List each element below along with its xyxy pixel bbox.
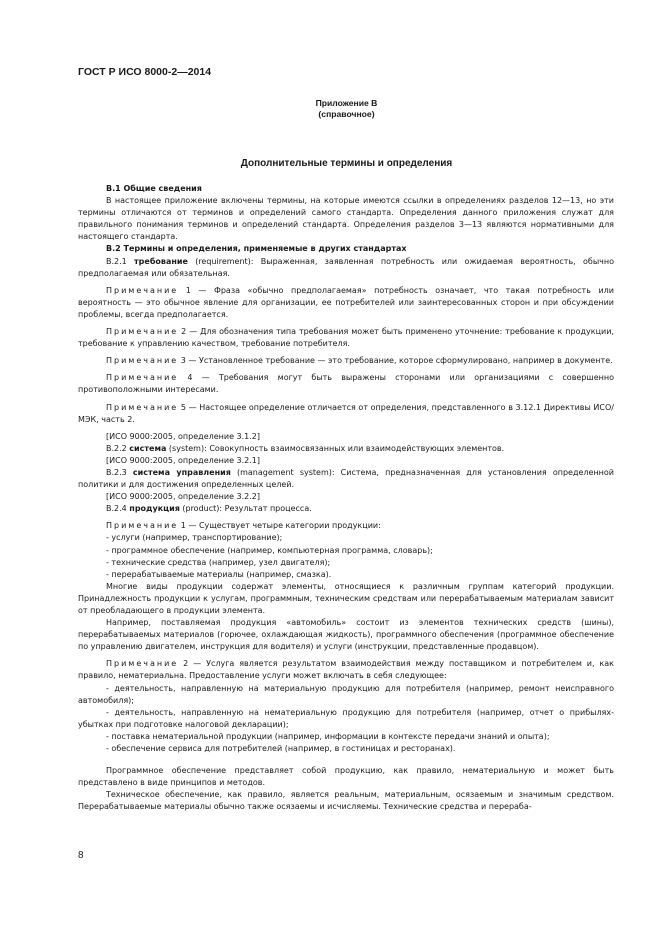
definition-b23: В.2.3 система управления (management system): Система, предназначенная для установления определенной политики и для достижения определенных целей.	[78, 467, 615, 490]
reference: [ИСО 9000:2005, определение 3.1.2]	[106, 431, 261, 441]
definition-b24: В.2.4 продукция (product): Результат процесса.	[106, 504, 312, 514]
list-item: - деятельность, направленную на нематериальную продукцию для потребителя (например, отчет о прибылях-убытках при подготовке налоговой декларации);	[78, 707, 614, 729]
annex-title: Приложение В	[315, 98, 378, 108]
note: Примечание 2 — Услуга является результатом взаимодействия между поставщиком и потребителем и, как правило, нематериальна. Предоставление услуги может включать в себя следующее:	[78, 659, 614, 681]
list-item: - технические средства (например, узел двигателя);	[106, 557, 331, 567]
annex-main-title: Дополнительные термины и определения	[240, 158, 453, 169]
document-body	[78, 183, 614, 814]
paragraph: В настоящее приложение включены термины, на которые имеются ссылки в определениях разделов 12—13, но эти термины отличаются от терминов и определений самого стандарта. Определения данного приложения служат для правильного понимания терминов и определений стандарта. Определения разделов 3—13 являются нормативными для настоящего стандарта.	[78, 196, 614, 242]
reference: [ИСО 9000:2005, определение 3.2.2]	[106, 492, 261, 502]
note: Примечание 3 — Установленное требование — это требование, которое сформулировано, например в документе.	[106, 356, 613, 366]
paragraph: Техническое обеспечение, как правило, является реальным, материальным, осязаемым и значимым средством. Перерабатываемые материалы обычно также осязаемы и исчисляемы. Технические средства и перераба-	[78, 790, 614, 812]
note: Примечание 1 — Фраза «обычно предполагаемая» потребность означает, что такая потребность или вероятность — это обычное явление для организации, ее потребителей или заинтересованных сторон и при обсуждении проблемы, всегда предполагается.	[78, 285, 614, 319]
list-item: - обеспечение сервиса для потребителей (например, в гостиницах и ресторанах).	[106, 744, 456, 754]
list-item: - программное обеспечение (например, компьютерная программа, словарь);	[106, 545, 433, 555]
definition-b21: В.2.1 требование (requirement): Выраженная, заявленная потребность или ожидаемая вероятность, обычно предполагаемая или обязательная.	[78, 256, 614, 278]
section-heading-b1: В.1 Общие сведения	[106, 184, 202, 193]
list-item: - перерабатываемые материалы (например, смазка).	[106, 569, 332, 579]
paragraph: Например, поставляемая продукция «автомобиль» состоит из элементов технических средств (шины), перерабатываемых материалов (горючее, охлаждающая жидкость), программного обеспечения (программное обеспечение по управлению двигателем, инструкция для водителя) и услуги (инструкции, представленные продавцом).	[78, 618, 614, 652]
paragraph: Многие виды продукции содержат элементы, относящиеся к различным группам категорий продукции. Принадлежность продукции к услугам, программным, техническим средствам или перерабатываемым материалам зависит от преобладающего в продукции элемента.	[78, 581, 614, 615]
list-item: - деятельность, направленную на материальную продукцию для потребителя (например, ремонт неисправного автомобиля);	[78, 683, 614, 705]
paragraph: Программное обеспечение представляет собой продукцию, как правило, нематериальную и может быть представлено в виде принципов и методов.	[78, 766, 614, 788]
annex-subtitle: (справочное)	[318, 109, 375, 119]
note: Примечание 5 — Настоящее определение отличается от определения, представленного в 3.12.1 Директивы ИСО/МЭК, часть 2.	[78, 402, 614, 424]
list-item: - поставка нематериальной продукции (например, информации в контексте передачи знаний и опыта);	[106, 731, 550, 741]
definition-b22: В.2.2 система (system): Совокупность взаимосвязанных или взаимодействующих элементов.	[106, 443, 505, 453]
page-number: 8	[78, 850, 84, 861]
note: Примечание 1 — Существует четыре категории продукции:	[106, 521, 381, 531]
list-item: - услуги (например, транспортирование);	[106, 533, 283, 543]
note: Примечание 4 — Требования могут быть выражены сторонами или организациями с совершенно противоположными интересами.	[78, 373, 614, 395]
standard-header: ГОСТ Р ИСО 8000-2—2014	[78, 66, 212, 78]
note: Примечание 2 — Для обозначения типа требования может быть применено уточнение: требование к продукции, требование к управлению качеством, требование потребителя.	[78, 327, 614, 349]
annex-heading	[0, 98, 661, 120]
section-heading-b2: В.2 Термины и определения, применяемые в других стандартах	[106, 244, 407, 254]
reference: [ИСО 9000:2005, определение 3.2.1]	[106, 455, 261, 465]
